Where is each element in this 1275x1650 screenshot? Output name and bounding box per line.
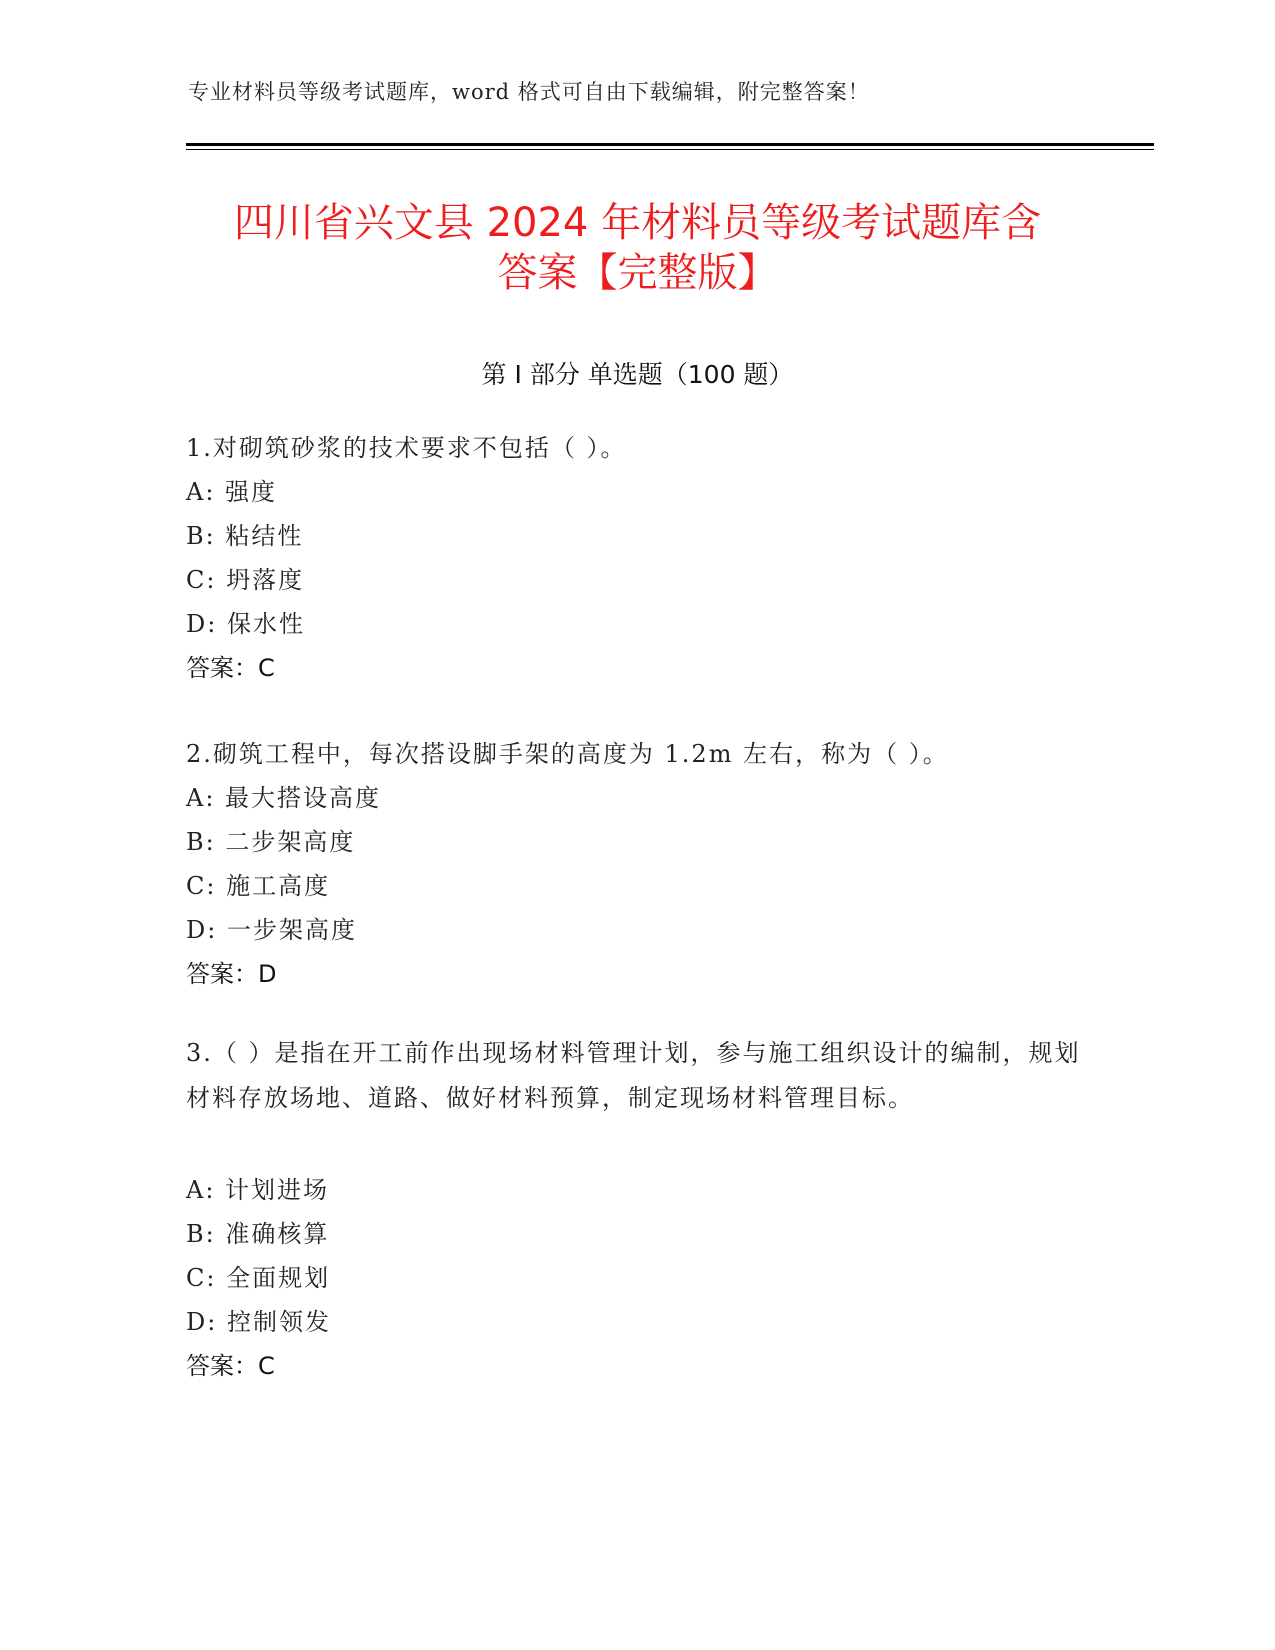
question-2-option-b: B: 二步架高度 <box>186 828 356 856</box>
question-3-option-a: A: 计划进场 <box>186 1176 330 1204</box>
question-2-stem: 2.砌筑工程中，每次搭设脚手架的高度为 1.2m 左右，称为（ ）。 <box>186 740 949 768</box>
question-3-option-c: C: 全面规划 <box>186 1264 331 1292</box>
question-1-option-c: C: 坍落度 <box>186 566 305 594</box>
question-3-option-b: B: 准确核算 <box>186 1220 330 1248</box>
header-divider-thick <box>186 143 1154 146</box>
question-2-answer: 答案：D <box>186 960 277 988</box>
question-2-option-a: A: 最大搭设高度 <box>186 784 382 812</box>
question-3-option-d: D: 控制领发 <box>186 1308 331 1336</box>
question-2-option-d: D: 一步架高度 <box>186 916 357 944</box>
header-note: 专业材料员等级考试题库，word 格式可自由下载编辑，附完整答案！ <box>188 80 870 104</box>
question-1-answer: 答案：C <box>186 654 275 682</box>
question-2-option-c: C: 施工高度 <box>186 872 331 900</box>
section-title: 第 I 部分 单选题（100 题） <box>481 360 794 389</box>
title-line-2: 答案【完整版】 <box>497 250 778 296</box>
title-line-1: 四川省兴文县 2024 年材料员等级考试题库含 <box>233 200 1042 246</box>
header-divider-thin <box>186 149 1154 150</box>
question-1-option-a: A: 强度 <box>186 478 278 506</box>
question-3-answer: 答案：C <box>186 1352 275 1380</box>
question-1-option-d: D: 保水性 <box>186 610 305 638</box>
question-1-option-b: B: 粘结性 <box>186 522 304 550</box>
question-1-stem: 1.对砌筑砂浆的技术要求不包括（ ）。 <box>186 434 627 462</box>
document-title <box>150 198 1125 298</box>
question-3-stem: 3.（ ）是指在开工前作出现场材料管理计划，参与施工组织设计的编制，规划材料存放场地、道路、做好材料预算，制定现场材料管理目标。 <box>186 1039 1081 1112</box>
